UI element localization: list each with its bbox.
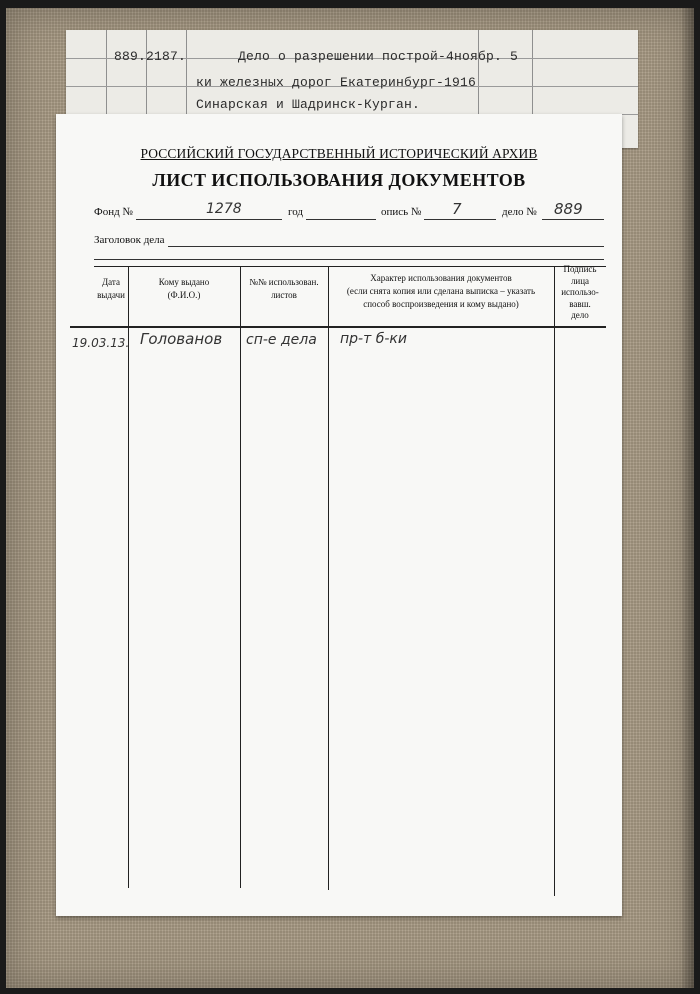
- row-date: 19.03.13.: [72, 336, 130, 350]
- column-divider-date: [128, 266, 129, 888]
- opis-label: опись №: [381, 206, 422, 218]
- table-header-border: [70, 326, 606, 328]
- column-divider-sheets: [328, 266, 329, 890]
- archive-name: РОССИЙСКИЙ ГОСУДАРСТВЕННЫЙ ИСТОРИЧЕСКИЙ АРХИВ: [140, 146, 538, 161]
- fond-underline: [136, 219, 282, 220]
- heading-underline-2: [94, 259, 604, 260]
- header-date: Дата выдачи: [97, 277, 125, 300]
- label-title-line-1: Дело о разрешении построй-4ноябр. 5: [238, 49, 519, 64]
- delo-label: дело №: [502, 206, 537, 218]
- sheet-title: ЛИСТ ИСПОЛЬЗОВАНИЯ ДОКУМЕНТОВ: [152, 170, 526, 190]
- column-divider-usage: [554, 266, 555, 896]
- row-usage: пр-т б-ки: [340, 331, 407, 347]
- heading-underline: [168, 246, 604, 247]
- row-sheets: сп-е дела: [246, 332, 317, 348]
- delo-underline: [542, 219, 604, 220]
- fond-value: 1278: [206, 201, 242, 217]
- opis-value: 7: [452, 200, 462, 218]
- label-title-line-3: Синарская и Шадринск-Курган.: [196, 97, 421, 112]
- fond-label: Фонд №: [94, 206, 133, 218]
- document-usage-sheet: [56, 114, 622, 916]
- label-case-number: 889.2187.: [114, 49, 187, 64]
- row-recipient: Голованов: [140, 330, 223, 348]
- year-label: год: [288, 206, 304, 218]
- header-sheets: №№ использован. листов: [249, 277, 319, 300]
- header-signature: Подпись лица использо- вавш. дело: [561, 264, 599, 320]
- column-divider-recipient: [240, 266, 241, 888]
- table-top-border: [94, 266, 606, 267]
- year-underline: [306, 219, 376, 220]
- delo-value: 889: [554, 200, 583, 218]
- header-usage: Характер использования документов (если снята копия или сделана выписка – указать способ воспроизведения и кому выдано): [346, 273, 536, 309]
- label-title-line-2: ки железных дорог Екатеринбург-1916: [196, 75, 477, 90]
- opis-underline: [424, 219, 496, 220]
- heading-label: Заголовок дела: [94, 234, 165, 246]
- cover-edge-shadow: [682, 8, 694, 988]
- header-recipient: Кому выдано (Ф.И.О.): [158, 277, 210, 300]
